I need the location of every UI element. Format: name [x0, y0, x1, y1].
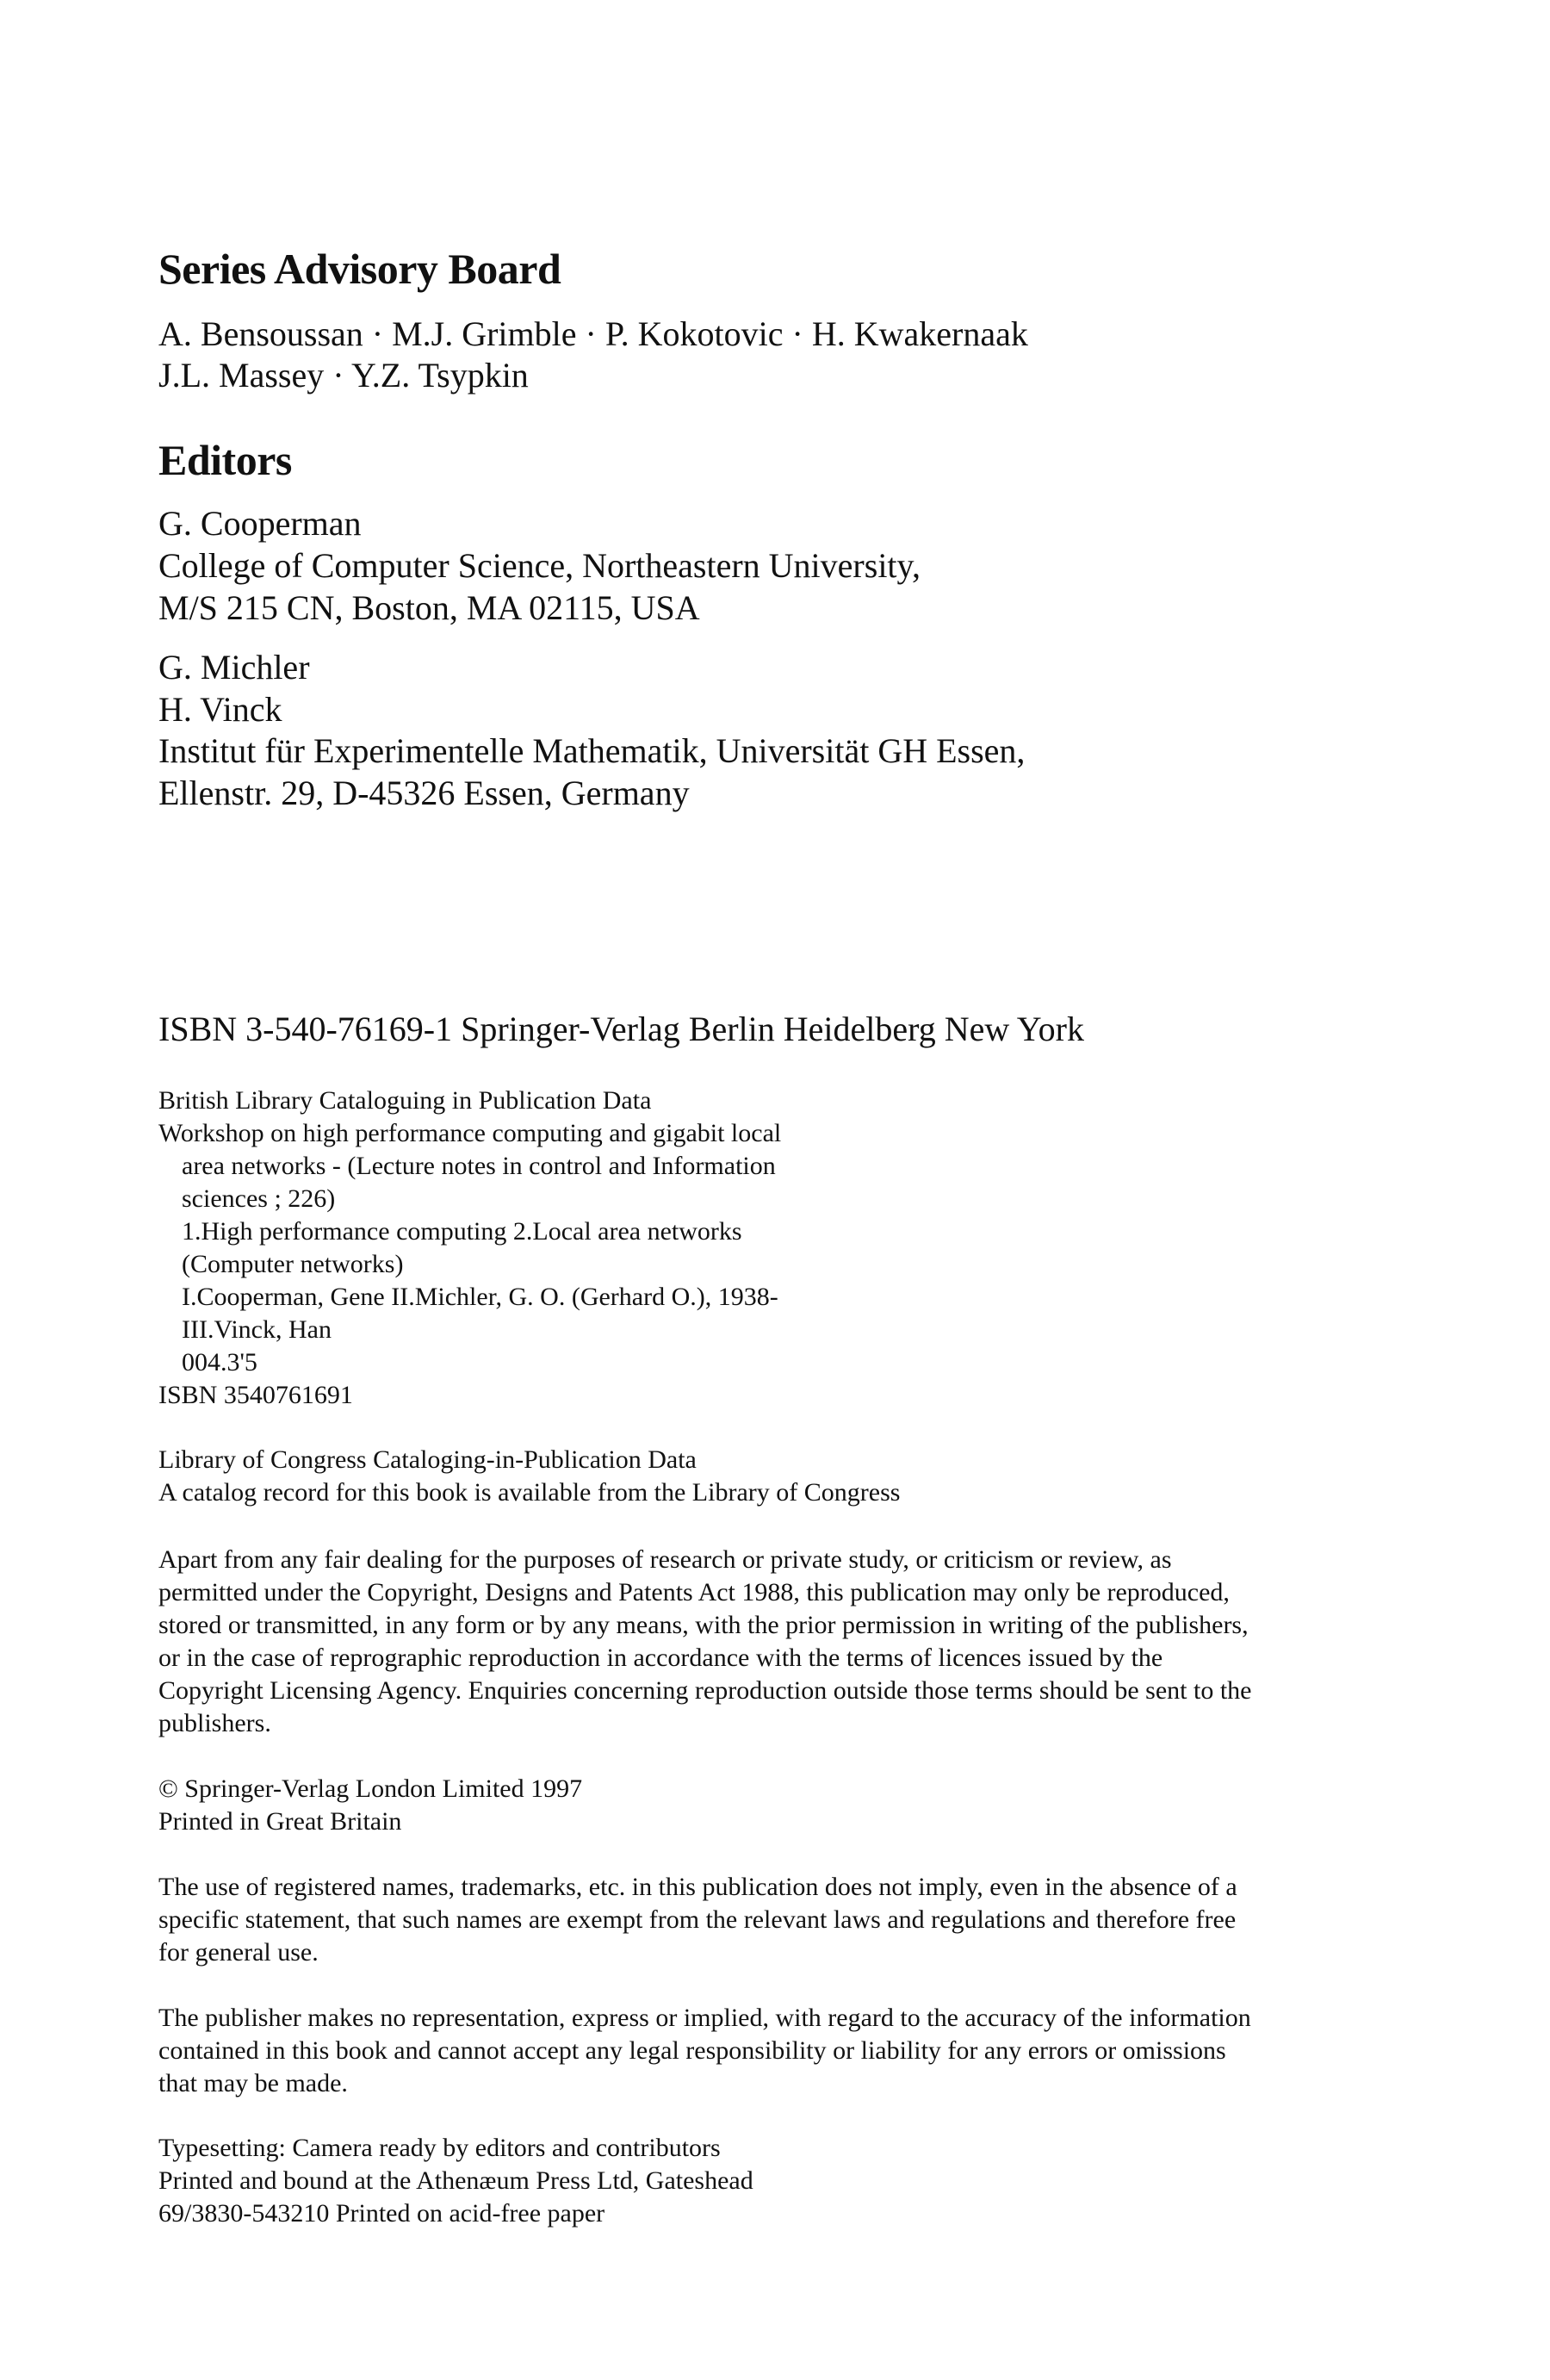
loc-text: A catalog record for this book is available from the Library of Congress [158, 1478, 901, 1507]
series-advisory-board-heading: Series Advisory Board [158, 245, 561, 293]
disclaimer-line-2: contained in this book and cannot accept any legal responsibility or liability for any errors or omissions [158, 2036, 1226, 2065]
british-library-line-7: III.Vinck, Han [182, 1315, 332, 1344]
copyright-notice-line-1: Apart from any fair dealing for the purposes of research or private study, or criticism or review, as [158, 1545, 1172, 1574]
printed-in-line: Printed in Great Britain [158, 1807, 402, 1836]
british-library-line-3: sciences ; 226) [182, 1184, 336, 1213]
editor-michler-name: G. Michler [158, 648, 310, 687]
advisory-board-names-line-1: A. Bensoussan · M.J. Grimble · P. Kokotovic · H. Kwakernaak [158, 314, 1028, 353]
disclaimer-line-1: The publisher makes no representation, express or implied, with regard to the accuracy of the information [158, 2004, 1251, 2032]
british-library-line-6: I.Cooperman, Gene II.Michler, G. O. (Gerhard O.), 1938- [182, 1283, 778, 1311]
disclaimer-line-3: that may be made. [158, 2069, 348, 2097]
british-library-line-4: 1.High performance computing 2.Local area networks [182, 1217, 742, 1246]
british-library-line-2: area networks - (Lecture notes in control and Information [182, 1152, 776, 1180]
british-library-title: British Library Cataloguing in Publication Data [158, 1086, 652, 1115]
editor-cooperman-affiliation-1: College of Computer Science, Northeastern University, [158, 546, 921, 585]
copyright-notice-line-6: publishers. [158, 1709, 271, 1737]
copyright-notice-line-2: permitted under the Copyright, Designs and Patents Act 1988, this publication may only be reproduced, [158, 1578, 1230, 1606]
editor-cooperman-affiliation-2: M/S 215 CN, Boston, MA 02115, USA [158, 588, 700, 627]
copyright-notice-line-4: or in the case of reprographic reproduction in accordance with the terms of licences issued by the [158, 1644, 1163, 1672]
trademarks-line-1: The use of registered names, trademarks, etc. in this publication does not imply, even in the absence of a [158, 1873, 1237, 1901]
copyright-line: © Springer-Verlag London Limited 1997 [158, 1774, 583, 1803]
editor-vinck-name: H. Vinck [158, 690, 282, 729]
trademarks-line-2: specific statement, that such names are exempt from the relevant laws and regulations and therefore free [158, 1905, 1237, 1934]
loc-title: Library of Congress Cataloging-in-Publication Data [158, 1445, 697, 1474]
british-library-isbn: ISBN 3540761691 [158, 1381, 353, 1409]
editor-essen-affiliation-2: Ellenstr. 29, D-45326 Essen, Germany [158, 774, 690, 812]
advisory-board-names-line-2: J.L. Massey · Y.Z. Tsypkin [158, 356, 529, 395]
trademarks-line-3: for general use. [158, 1938, 319, 1967]
copyright-notice-line-3: stored or transmitted, in any form or by any means, with the prior permission in writing of the publishers, [158, 1611, 1249, 1639]
editor-cooperman-name: G. Cooperman [158, 504, 362, 543]
copyright-notice-line-5: Copyright Licensing Agency. Enquiries concerning reproduction outside those terms should be sent to the [158, 1676, 1252, 1705]
printed-bound-line: Printed and bound at the Athenæum Press Ltd, Gateshead [158, 2166, 753, 2195]
british-library-line-1: Workshop on high performance computing and gigabit local [158, 1119, 782, 1147]
editor-essen-affiliation-1: Institut für Experimentelle Mathematik, Universität GH Essen, [158, 731, 1026, 770]
editors-heading: Editors [158, 436, 292, 484]
print-code-line: 69/3830-543210 Printed on acid-free paper [158, 2199, 605, 2228]
typesetting-line: Typesetting: Camera ready by editors and contributors [158, 2134, 721, 2162]
isbn-main: ISBN 3-540-76169-1 Springer-Verlag Berlin Heidelberg New York [158, 1010, 1084, 1048]
british-library-line-5: (Computer networks) [182, 1250, 404, 1278]
british-library-line-8: 004.3'5 [182, 1348, 257, 1376]
